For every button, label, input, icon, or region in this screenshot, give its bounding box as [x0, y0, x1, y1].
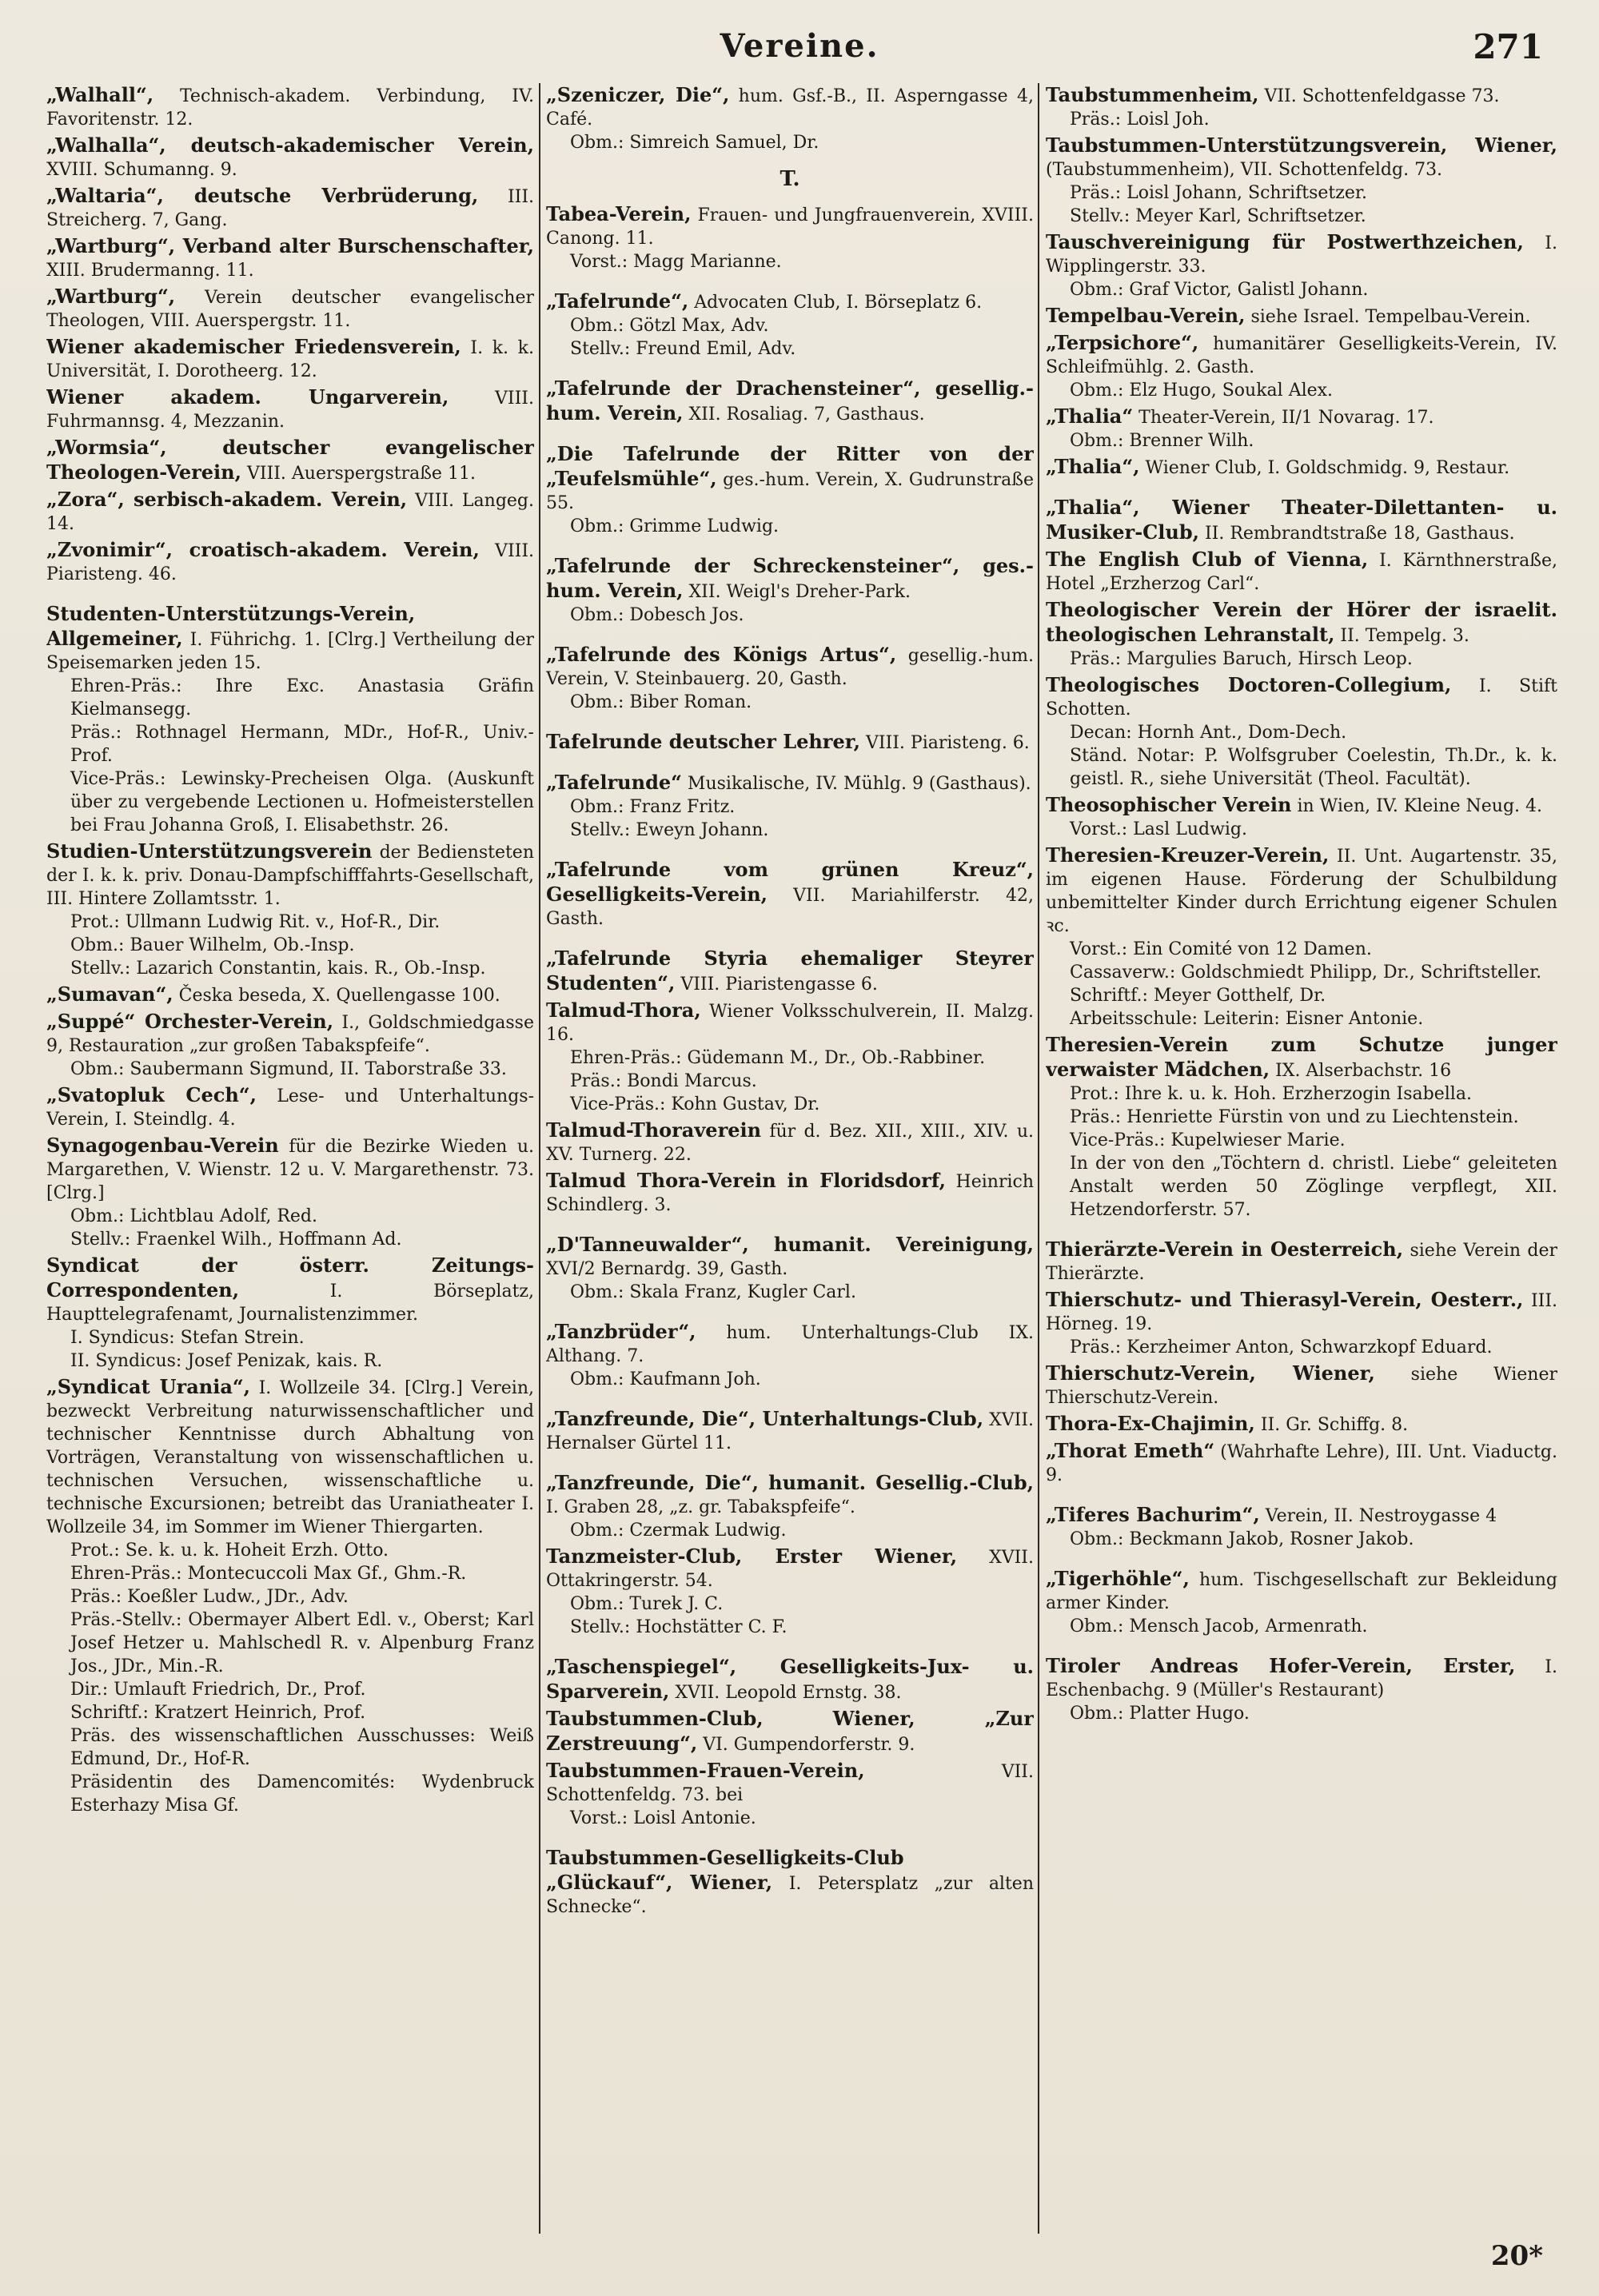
- entry-details: I. Petersplatz „zur alten Schnecke“.: [546, 1874, 1034, 1917]
- entry-officer-line: Vice-Präs.: Lewinsky-Precheisen Olga. (Auskunft über zu vergebende Lectionen u. Hofmeisterstellen bei Frau Johanna Groß, I. Elisabethstr. 26.: [70, 769, 534, 835]
- entry-name: „Walhall“,: [46, 83, 154, 106]
- directory-entry: [1046, 673, 1557, 791]
- entry-officer-line: Präs.: Bondi Marcus.: [570, 1071, 757, 1091]
- directory-entry: [546, 643, 1034, 714]
- entry-officer-line: Vorst.: Ein Comité von 12 Damen.: [1070, 939, 1372, 959]
- entry-details: IX. Alserbachstr. 16: [1270, 1061, 1452, 1081]
- entry-officer-line: Vorst.: Magg Marianne.: [570, 252, 782, 272]
- entry-officer-line: Obm.: Elz Hugo, Soukal Alex.: [1070, 381, 1334, 401]
- entry-name: „Svatopluk Cech“,: [46, 1083, 257, 1106]
- entry-details: II. Gr. Schiffg. 8.: [1254, 1415, 1409, 1435]
- entry-officer-line: Vice-Präs.: Kohn Gustav, Dr.: [570, 1094, 820, 1114]
- entry-name: „Tigerhöhle“,: [1046, 1567, 1190, 1590]
- directory-entry: [546, 858, 1034, 931]
- directory-entry: [1046, 134, 1557, 228]
- directory-entry: [546, 1545, 1034, 1639]
- entry-officer-line: Vice-Präs.: Kupelwieser Marie.: [1070, 1130, 1346, 1150]
- entry-officer-line: Prot.: Ullmann Ludwig Rit. v., Hof-R., Dir.: [70, 912, 441, 932]
- entry-name: Talmud Thora-Verein in Floridsdorf,: [546, 1169, 946, 1192]
- section-letter: T.: [780, 167, 800, 191]
- entry-officer-line: Obm.: Bauer Wilhelm, Ob.-Insp.: [70, 935, 355, 955]
- entry-details: XVIII. Schumanng. 9.: [46, 160, 237, 180]
- entry-details: XII. Rosaliag. 7, Gasthaus.: [683, 405, 925, 425]
- entry-name: „Tanzbrüder“,: [546, 1320, 696, 1343]
- entry-officer-line: Obm.: Graf Victor, Galistl Johann.: [1070, 280, 1369, 300]
- directory-entry: [546, 83, 1034, 154]
- directory-entry: [546, 202, 1034, 273]
- entry-name: Taubstummen-Unterstützungsverein, Wiener,: [1046, 134, 1557, 157]
- entry-details: II. Rembrandtstraße 18, Gasthaus.: [1198, 524, 1515, 544]
- entry-officer-line: Präs.: Loisl Johann, Schriftsetzer.: [1070, 183, 1367, 203]
- directory-entry: [546, 377, 1034, 426]
- entry-officer-line: Präs.: Margulies Baruch, Hirsch Leop.: [1070, 649, 1413, 669]
- entry-details: Heinrich Schindlerg. 3.: [546, 1172, 1034, 1215]
- entry-officer-line: Obm.: Skala Franz, Kugler Carl.: [570, 1282, 856, 1302]
- directory-entry: [546, 289, 1034, 361]
- entry-name: Studenten-Unterstützungs-Verein, Allgemeiner,: [46, 602, 416, 650]
- column-divider: [539, 83, 540, 2234]
- entry-details: hum. Unterhaltungs-Club IX. Althang. 7.: [546, 1323, 1034, 1366]
- entry-officer-line: Präs.: Henriette Fürstin von und zu Liechtenstein.: [1070, 1107, 1519, 1127]
- entry-name: Tabea-Verein,: [546, 202, 692, 225]
- entry-name: Thierschutz- und Thierasyl-Verein, Oesterr.,: [1046, 1288, 1524, 1311]
- entry-details: Verein, II. Nestroygasse 4: [1259, 1506, 1497, 1526]
- entry-officer-line: Obm.: Götzl Max, Adv.: [570, 316, 769, 336]
- entry-name: „Tafelrunde“: [546, 771, 682, 794]
- directory-entry: [546, 771, 1034, 842]
- entry-name: Theologischer Verein der Hörer der israelit. theologischen Lehranstalt,: [1046, 598, 1557, 646]
- directory-entry: [1046, 1439, 1557, 1487]
- entry-officer-line: Präs.: Kerzheimer Anton, Schwarzkopf Eduard.: [1070, 1337, 1493, 1357]
- directory-entry: [1046, 304, 1557, 329]
- entry-officer-line: Prot.: Ihre k. u. k. Hoh. Erzherzogin Isabella.: [1070, 1084, 1472, 1104]
- directory-entry: [46, 983, 534, 1007]
- entry-details: für d. Bez. XII., XIII., XIV. u. XV. Turnerg. 22.: [546, 1122, 1034, 1165]
- entry-officer-line: Ehren-Präs.: Ihre Exc. Anastasia Gräfin Kielmansegg.: [70, 676, 534, 719]
- entry-name: „Wartburg“,: [46, 285, 176, 308]
- entry-officer-line: Vorst.: Lasl Ludwig.: [1070, 819, 1248, 839]
- entry-name: „Tafelrunde des Königs Artus“,: [546, 643, 897, 666]
- entry-name: Taubstummen-Geselligkeits-Club „Glückauf“, Wiener,: [546, 1846, 904, 1894]
- entry-name: Talmud-Thora,: [546, 999, 701, 1022]
- entry-details: XVII. Ottakringerstr. 54.: [546, 1548, 1034, 1591]
- directory-entry: [46, 1254, 534, 1373]
- directory-entry: [1046, 598, 1557, 671]
- entry-details: Wiener Club, I. Goldschmidg. 9, Restaur.: [1139, 458, 1510, 478]
- entry-name: Theresien-Kreuzer-Verein,: [1046, 843, 1330, 867]
- directory-entry: [546, 1169, 1034, 1217]
- entry-officer-line: Obm.: Platter Hugo.: [1070, 1704, 1250, 1724]
- directory-entry: [546, 1118, 1034, 1166]
- entry-details: VI. Gumpendorferstr. 9.: [697, 1735, 915, 1755]
- entry-name: Wiener akadem. Ungarverein,: [46, 385, 449, 409]
- directory-entry: [1046, 230, 1557, 301]
- entry-name: The English Club of Vienna,: [1046, 548, 1369, 571]
- entry-details: I. Wipplingerstr. 33.: [1046, 233, 1557, 277]
- directory-entry: [546, 1759, 1034, 1830]
- entry-officer-line: Obm.: Biber Roman.: [570, 692, 752, 712]
- entry-details: XVII. Hernalser Gürtel 11.: [546, 1410, 1034, 1453]
- entry-name: „Tiferes Bachurim“,: [1046, 1503, 1260, 1526]
- directory-entry: [1046, 496, 1557, 545]
- entry-name: „Tafelrunde der Drachensteiner“, gesellig.-hum. Verein,: [546, 377, 1034, 425]
- entry-officer-line: Obm.: Mensch Jacob, Armenrath.: [1070, 1616, 1368, 1636]
- directory-entry: [1046, 331, 1557, 402]
- directory-entry: [1046, 1567, 1557, 1638]
- entry-officer-line: Prot.: Se. k. u. k. Hoheit Erzh. Otto.: [70, 1541, 389, 1561]
- entry-details: I. Graben 28, „z. gr. Tabakspfeife“.: [546, 1497, 855, 1517]
- entry-officer-line: II. Syndicus: Josef Penizak, kais. R.: [70, 1351, 383, 1371]
- entry-officer-line: Präs.: Rothnagel Hermann, MDr., Hof-R., Univ.-Prof.: [70, 723, 534, 766]
- entry-details: (Wahrhafte Lehre), III. Unt. Viaductg. 9.: [1046, 1442, 1557, 1485]
- entry-details: humanitärer Geselligkeits-Verein, IV. Schleifmühlg. 2. Gasth.: [1046, 334, 1557, 377]
- directory-entry: [46, 839, 534, 980]
- entry-officer-line: Präs.: Loisl Joh.: [1070, 110, 1210, 130]
- entry-officer-line: Stellv.: Meyer Karl, Schriftsetzer.: [1070, 206, 1366, 226]
- directory-entry: [1046, 83, 1557, 131]
- directory-entry: [46, 602, 534, 837]
- entry-details: II. Unt. Augartenstr. 35, im eigenen Hause. Förderung der Schulbildung unbemittelter Kinder durch Errichtung eigener Schulen ꝛc.: [1046, 847, 1557, 936]
- entry-name: „Wartburg“, Verband alter Burschenschafter,: [46, 234, 534, 257]
- entry-details: I. Kärnthnerstraße, Hotel „Erzherzog Carl“.: [1046, 551, 1557, 594]
- entry-officer-line: Ständ. Notar: P. Wolfsgruber Coelestin, Th.Dr., k. k. geistl. R., siehe Universität (Theol. Facultät).: [1070, 746, 1557, 789]
- entry-name: „D'Tanneuwalder“, humanit. Vereinigung,: [546, 1233, 1034, 1256]
- entry-details: I. Führichg. 1. [Clrg.] Vertheilung der Speisemarken jeden 15.: [46, 630, 534, 673]
- entry-officer-line: Obm.: Grimme Ludwig.: [570, 516, 780, 536]
- entry-officer-line: Dir.: Umlauft Friedrich, Dr., Prof.: [70, 1680, 366, 1700]
- entry-officer-line: Präs.: Koeßler Ludw., JDr., Adv.: [70, 1587, 349, 1607]
- directory-entry: [1046, 455, 1557, 480]
- entry-details: I. Eschenbachg. 9 (Müller's Restaurant): [1046, 1657, 1557, 1700]
- entry-name: Syndicat der österr. Zeitungs-Correspondenten,: [46, 1254, 534, 1301]
- entry-details: XII. Weigl's Dreher-Park.: [683, 582, 911, 602]
- entry-details: III. Hörneg. 19.: [1046, 1291, 1557, 1334]
- entry-details: für die Bezirke Wieden u. Margarethen, V. Wienstr. 12 u. V. Margarethenstr. 73. [Clrg.]: [46, 1137, 534, 1203]
- entry-details: I. Wollzeile 34. [Clrg.] Verein, bezweckt Verbreitung naturwissenschaftlicher und technischer Kenntnisse durch Abhaltung von Vorträgen, Veranstaltung von wissenschaftlichen u. technischen Versuchen, wissenschaftliche u. technische Excursionen; betreibt das Uraniatheater I. Wollzeile 34, im Sommer im Wiener Thiergarten.: [46, 1378, 534, 1537]
- entry-details: XVI/2 Bernardg. 39, Gasth.: [546, 1259, 788, 1279]
- entry-officer-line: Stellv.: Fraenkel Wilh., Hoffmann Ad.: [70, 1230, 402, 1250]
- entry-officer-line: Ehren-Präs.: Montecuccoli Max Gf., Ghm.-R.: [70, 1564, 467, 1584]
- directory-entry: [46, 385, 534, 433]
- entry-name: „Taschenspiegel“, Geselligkeits-Jux- u. Sparverein,: [546, 1655, 1034, 1703]
- entry-name: „Sumavan“,: [46, 983, 173, 1006]
- entry-name: Tempelbau-Verein,: [1046, 304, 1246, 327]
- directory-entry: [46, 134, 534, 181]
- entry-name: Theosophischer Verein: [1046, 793, 1292, 816]
- entry-details: ges.-hum. Verein, X. Gudrunstraße 55.: [546, 470, 1034, 513]
- entry-name: Wiener akademischer Friedensverein,: [46, 335, 461, 358]
- entry-details: Theater-Verein, II/1 Novarag. 17.: [1133, 408, 1434, 428]
- entry-name: Thierärzte-Verein in Oesterreich,: [1046, 1238, 1404, 1261]
- directory-entry: [546, 1407, 1034, 1455]
- directory-entry: [546, 1846, 1034, 1919]
- entry-officer-line: Ehren-Präs.: Güdemann M., Dr., Ob.-Rabbiner.: [570, 1048, 986, 1068]
- entry-officer-line: Obm.: Lichtblau Adolf, Red.: [70, 1206, 318, 1226]
- directory-entry: [546, 1233, 1034, 1304]
- directory-entry: [546, 999, 1034, 1116]
- entry-officer-line: In der von den „Töchtern d. christl. Liebe“ geleiteten Anstalt werden 50 Zöglinge verpflegt, XII. Hetzendorferstr. 57.: [1070, 1154, 1557, 1220]
- entry-details: VIII. Langeg. 14.: [46, 491, 534, 534]
- entry-details: in Wien, IV. Kleine Neug. 4.: [1291, 796, 1543, 816]
- entry-officer-line: Schriftf.: Meyer Gotthelf, Dr.: [1070, 986, 1326, 1006]
- entry-details: VIII. Piaristeng. 6.: [859, 733, 1030, 753]
- entry-name: „Thalia“: [1046, 405, 1134, 428]
- entry-name: „Tafelrunde vom grünen Kreuz“, Geselligkeits-Verein,: [546, 858, 1034, 906]
- directory-entry: [546, 1320, 1034, 1391]
- directory-entry: [546, 1471, 1034, 1542]
- entry-officer-line: Cassaverw.: Goldschmiedt Philipp, Dr., Schriftsteller.: [1070, 963, 1542, 983]
- entry-name: „Syndicat Urania“,: [46, 1375, 251, 1398]
- entry-officer-line: Schriftf.: Kratzert Heinrich, Prof.: [70, 1703, 366, 1723]
- entry-officer-line: Stellv.: Hochstätter C. F.: [570, 1617, 788, 1637]
- entry-officer-line: Präs. des wissenschaftlichen Ausschusses: Weiß Edmund, Dr., Hof-R.: [70, 1726, 534, 1769]
- entry-details: Advocaten Club, I. Börseplatz 6.: [688, 293, 983, 313]
- entry-name: „Tanzfreunde, Die“, humanit. Gesellig.-Club,: [546, 1471, 1034, 1494]
- entry-name: Studien-Unterstützungsverein: [46, 839, 373, 863]
- entry-name: „Tafelrunde“,: [546, 289, 689, 313]
- directory-entry: [1046, 1412, 1557, 1437]
- entry-name: Taubstummen-Frauen-Verein,: [546, 1759, 865, 1782]
- entry-officer-line: Obm.: Simreich Samuel, Dr.: [570, 133, 819, 153]
- directory-entry: [46, 1010, 534, 1081]
- entry-officer-line: Vorst.: Loisl Antonie.: [570, 1808, 756, 1828]
- entry-details: I., Goldschmiedgasse 9, Restauration „zur großen Tabakspfeife“.: [46, 1013, 534, 1056]
- entry-name: Tanzmeister-Club, Erster Wiener,: [546, 1545, 958, 1568]
- entry-name: Talmud-Thoraverein: [546, 1118, 762, 1142]
- entry-details: I. Stift Schotten.: [1046, 676, 1557, 719]
- column-middle: [546, 83, 1034, 2234]
- entry-officer-line: Obm.: Kaufmann Joh.: [570, 1369, 761, 1389]
- entry-officer-line: Decan: Hornh Ant., Dom-Dech.: [1070, 723, 1347, 743]
- directory-entry: [546, 730, 1034, 755]
- directory-entry: [1046, 1654, 1557, 1725]
- directory-entry: [46, 488, 534, 536]
- entry-details: siehe Wiener Thierschutz-Verein.: [1046, 1365, 1557, 1408]
- column-left: [46, 83, 534, 2234]
- entry-details: VIII. Piaristeng. 46.: [46, 541, 534, 584]
- entry-details: II. Tempelg. 3.: [1334, 626, 1469, 646]
- entry-details: XVII. Leopold Ernstg. 38.: [669, 1683, 902, 1703]
- entry-name: Taubstummenheim,: [1046, 83, 1259, 106]
- directory-entry: [1046, 405, 1557, 452]
- column-divider: [1038, 83, 1039, 2234]
- directory-entry: [46, 234, 534, 282]
- entry-details: VIII. Fuhrmannsg. 4, Mezzanin.: [46, 389, 534, 432]
- directory-entry: [1046, 793, 1557, 841]
- entry-name: Tauschvereinigung für Postwerthzeichen,: [1046, 230, 1524, 253]
- entry-name: Theologisches Doctoren-Collegium,: [1046, 673, 1452, 696]
- entry-name: „Tafelrunde der Schreckensteiner“, ges.-hum. Verein,: [546, 554, 1034, 602]
- entry-details: siehe Verein der Thierärzte.: [1046, 1241, 1557, 1284]
- entry-officer-line: Obm.: Dobesch Jos.: [570, 605, 744, 625]
- entry-officer-line: Obm.: Beckmann Jakob, Rosner Jakob.: [1070, 1529, 1414, 1549]
- directory-entry: [1046, 548, 1557, 596]
- entry-name: „Terpsichore“,: [1046, 331, 1199, 354]
- entry-name: Synagogenbau-Verein: [46, 1134, 279, 1157]
- entry-name: „Thalia“, Wiener Theater-Dilettanten- u. Musiker-Club,: [1046, 496, 1557, 544]
- entry-name: Tafelrunde deutscher Lehrer,: [546, 730, 860, 753]
- entry-details: siehe Israel. Tempelbau-Verein.: [1245, 307, 1531, 327]
- entry-name: „Wormsia“, deutscher evangelischer Theologen-Verein,: [46, 436, 534, 484]
- entry-officer-line: Stellv.: Freund Emil, Adv.: [570, 339, 796, 359]
- directory-entry: [546, 947, 1034, 996]
- entry-officer-line: Obm.: Brenner Wilh.: [1070, 431, 1254, 451]
- page-title: Vereine.: [720, 27, 879, 65]
- entry-details: gesellig.-hum. Verein, V. Steinbauerg. 20, Gasth.: [546, 646, 1034, 689]
- entry-details: Technisch-akadem. Verbindung, IV. Favoritenstr. 12.: [46, 86, 534, 130]
- entry-name: „Walhalla“, deutsch-akademischer Verein,: [46, 134, 534, 157]
- column-right: [1046, 83, 1557, 2234]
- entry-officer-line: Präs.-Stellv.: Obermayer Albert Edl. v., Oberst; Karl Josef Hetzer u. Mahlschedl R. v. Alpenburg Franz Jos., JDr., Min.-R.: [70, 1610, 534, 1676]
- entry-details: I. k. k. Universität, I. Dorotheerg. 12.: [46, 338, 534, 381]
- entry-name: „Die Tafelrunde der Ritter von der „Teufelsmühle“,: [546, 442, 1034, 490]
- entry-name: Taubstummen-Club, Wiener, „Zur Zerstreuung“,: [546, 1707, 1034, 1755]
- entry-details: Lese- und Unterhaltungs-Verein, I. Steindlg. 4.: [46, 1086, 534, 1130]
- entry-officer-line: Obm.: Czermak Ludwig.: [570, 1521, 787, 1541]
- entry-officer-line: Stellv.: Eweyn Johann.: [570, 820, 769, 840]
- entry-details: der Bediensteten der I. k. k. priv. Donau-Dampfschifffahrts-Gesellschaft, III. Hintere Zollamtsstr. 1.: [46, 843, 534, 909]
- directory-entry: [46, 1083, 534, 1131]
- entry-details: VII. Schottenfeldg. 73. bei: [546, 1762, 1034, 1805]
- directory-entry: [46, 436, 534, 485]
- entry-officer-line: Obm.: Saubermann Sigmund, II. Taborstraße 33.: [70, 1059, 507, 1079]
- entry-details: I. Börseplatz, Haupttelegrafenamt, Journalistenzimmer.: [46, 1282, 534, 1325]
- page-number: 271: [1473, 27, 1543, 66]
- directory-entry: [1046, 1288, 1557, 1359]
- entry-details: hum. Tischgesellschaft zur Bekleidung armer Kinder.: [1046, 1570, 1557, 1613]
- directory-entry: [46, 184, 534, 232]
- entry-officer-line: Obm.: Turek J. C.: [570, 1594, 724, 1614]
- entry-details: (Taubstummenheim), VII. Schottenfeldg. 73.: [1046, 160, 1443, 180]
- directory-entry: [46, 335, 534, 383]
- entry-officer-line: Präsidentin des Damencomités: Wydenbruck Esterhazy Misa Gf.: [70, 1772, 534, 1816]
- signature-mark: 20*: [1490, 2240, 1543, 2272]
- entry-details: Musikalische, IV. Mühlg. 9 (Gasthaus).: [681, 774, 1031, 794]
- entry-officer-line: Obm.: Franz Fritz.: [570, 797, 736, 817]
- directory-entry: [546, 554, 1034, 627]
- entry-officer-line: Arbeitsschule: Leiterin: Eisner Antonie.: [1070, 1009, 1424, 1029]
- directory-entry: [546, 442, 1034, 538]
- entry-details: VII. Mariahilferstr. 42, Gasth.: [546, 886, 1034, 929]
- entry-details: Česka beseda, X. Quellengasse 100.: [173, 986, 500, 1006]
- entry-details: Wiener Volksschulverein, II. Malzg. 16.: [546, 1002, 1034, 1045]
- directory-entry: [1046, 843, 1557, 1030]
- entry-name: „Tanzfreunde, Die“, Unterhaltungs-Club,: [546, 1407, 984, 1430]
- directory-entry: [1046, 1238, 1557, 1286]
- entry-name: Thierschutz-Verein, Wiener,: [1046, 1361, 1375, 1385]
- directory-entry: [1046, 1033, 1557, 1222]
- entry-details: VIII. Piaristengasse 6.: [675, 975, 878, 995]
- directory-entry: [1046, 1503, 1557, 1551]
- entry-details: Verein deutscher evangelischer Theologen, VIII. Auerspergstr. 11.: [46, 288, 534, 331]
- directory-entry: [546, 1655, 1034, 1704]
- entry-name: „Waltaria“, deutsche Verbrüderung,: [46, 184, 479, 207]
- entry-name: „Zvonimir“, croatisch-akadem. Verein,: [46, 538, 480, 561]
- entry-details: hum. Gsf.-B., II. Asperngasse 4, Café.: [546, 86, 1034, 130]
- directory-entry: [46, 1134, 534, 1251]
- entry-officer-line: I. Syndicus: Stefan Strein.: [70, 1328, 305, 1348]
- directory-entry: [46, 1375, 534, 1817]
- directory-entry: [546, 1707, 1034, 1756]
- entry-officer-line: Stellv.: Lazarich Constantin, kais. R., Ob.-Insp.: [70, 959, 486, 979]
- entry-name: „Thalia“,: [1046, 455, 1140, 478]
- entry-details: XIII. Brudermanng. 11.: [46, 261, 254, 281]
- entry-details: VII. Schottenfeldgasse 73.: [1258, 86, 1500, 106]
- directory-entry: [1046, 1361, 1557, 1409]
- entry-name: „Szeniczer, Die“,: [546, 83, 730, 106]
- page-header: [48, 27, 1551, 75]
- entry-name: „Zora“, serbisch-akadem. Verein,: [46, 488, 408, 511]
- entry-name: Tiroler Andreas Hofer-Verein, Erster,: [1046, 1654, 1516, 1677]
- directory-entry: [46, 83, 534, 131]
- entry-name: „Suppé“ Orchester-Verein,: [46, 1010, 334, 1033]
- directory-entry: [46, 285, 534, 333]
- entry-details: III. Streicherg. 7, Gang.: [46, 187, 534, 230]
- entry-name: Theresien-Verein zum Schutze junger verwaister Mädchen,: [1046, 1033, 1557, 1081]
- entry-details: VIII. Auerspergstraße 11.: [241, 464, 476, 484]
- entry-name: „Tafelrunde Styria ehemaliger Steyrer Studenten“,: [546, 947, 1034, 995]
- entry-name: Thora-Ex-Chajimin,: [1046, 1412, 1255, 1435]
- entry-details: Frauen- und Jungfrauenverein, XVIII. Canong. 11.: [546, 205, 1034, 249]
- entry-name: „Thorat Emeth“: [1046, 1439, 1215, 1462]
- directory-entry: [46, 538, 534, 586]
